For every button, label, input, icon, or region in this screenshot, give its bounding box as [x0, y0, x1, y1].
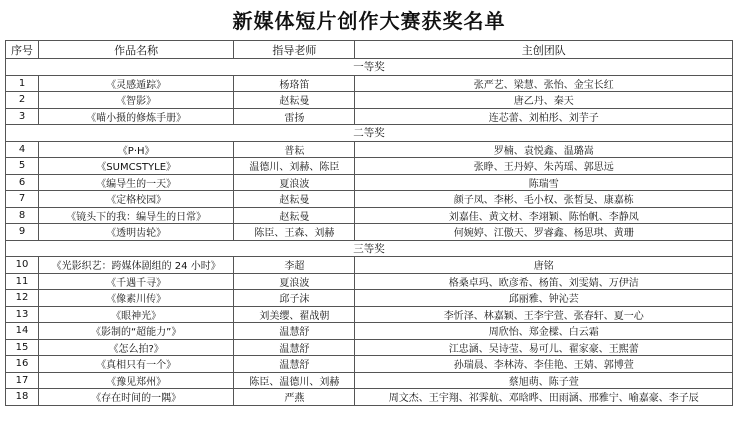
table-row	[6, 356, 733, 373]
cell-index: 15	[6, 339, 39, 356]
cell-index: 8	[6, 207, 39, 224]
cell-team: 李忻泽、林嘉颖、王李宇萱、张春轩、夏一心	[355, 306, 733, 323]
table-row	[6, 174, 733, 191]
table-row	[6, 257, 733, 274]
cell-work-title: 《灵感遁踪》	[39, 75, 234, 92]
table-row	[6, 389, 733, 406]
cell-instructor: 普耘	[234, 141, 355, 158]
header-team: 主创团队	[355, 41, 733, 59]
cell-team: 周文杰、王宇翔、祁霁航、邓晗晔、田雨涵、邢雅宁、喻嘉豪、李子辰	[355, 389, 733, 406]
cell-team: 唐铭	[355, 257, 733, 274]
cell-instructor: 赵耘曼	[234, 207, 355, 224]
cell-instructor: 刘美缨、翟战朝	[234, 306, 355, 323]
table-row	[6, 92, 733, 109]
table-row	[6, 339, 733, 356]
table-row	[6, 108, 733, 125]
award-table-body	[6, 59, 733, 406]
cell-team: 蔡旭萌、陈子萱	[355, 372, 733, 389]
cell-team: 颜子凤、李彬、毛小权、张皙旻、康嘉栋	[355, 191, 733, 208]
cell-work-title: 《智影》	[39, 92, 234, 109]
cell-index: 13	[6, 306, 39, 323]
cell-team: 刘嘉佳、黄文材、李翊颖、陈怡帆、李静凤	[355, 207, 733, 224]
section-row	[6, 125, 733, 142]
cell-index: 17	[6, 372, 39, 389]
cell-team: 张严艺、梁慧、张怡、金宝长红	[355, 75, 733, 92]
cell-team: 唐乙丹、秦天	[355, 92, 733, 109]
section-row	[6, 59, 733, 76]
section-row	[6, 240, 733, 257]
cell-instructor: 温慧舒	[234, 356, 355, 373]
cell-index: 5	[6, 158, 39, 175]
table-row	[6, 141, 733, 158]
cell-index: 10	[6, 257, 39, 274]
table-row	[6, 273, 733, 290]
cell-instructor: 温德川、刘赫、陈臣	[234, 158, 355, 175]
table-row	[6, 323, 733, 340]
cell-work-title: 《豫见郑州》	[39, 372, 234, 389]
cell-team: 连芯蕾、刘柏彤、刘芋子	[355, 108, 733, 125]
cell-index: 1	[6, 75, 39, 92]
cell-index: 11	[6, 273, 39, 290]
cell-index: 4	[6, 141, 39, 158]
cell-team: 邱丽雅、钟沁芸	[355, 290, 733, 307]
cell-index: 7	[6, 191, 39, 208]
cell-instructor: 赵耘曼	[234, 191, 355, 208]
cell-instructor: 邱子沫	[234, 290, 355, 307]
cell-index: 9	[6, 224, 39, 241]
cell-instructor: 严燕	[234, 389, 355, 406]
cell-index: 6	[6, 174, 39, 191]
cell-work-title: 《编导生的一天》	[39, 174, 234, 191]
award-table	[5, 40, 733, 406]
cell-instructor: 赵耘曼	[234, 92, 355, 109]
table-row	[6, 75, 733, 92]
cell-work-title: 《镜头下的我：编导生的日常》	[39, 207, 234, 224]
cell-work-title: 《透明齿轮》	[39, 224, 234, 241]
table-row	[6, 207, 733, 224]
cell-instructor: 陈臣、王森、刘赫	[234, 224, 355, 241]
cell-work-title: 《千遇千寻》	[39, 273, 234, 290]
cell-instructor: 李超	[234, 257, 355, 274]
cell-index: 3	[6, 108, 39, 125]
cell-instructor: 温慧舒	[234, 339, 355, 356]
cell-index: 16	[6, 356, 39, 373]
cell-team: 周欣怡、郑金樑、白云霜	[355, 323, 733, 340]
cell-index: 14	[6, 323, 39, 340]
table-row	[6, 191, 733, 208]
cell-work-title: 《SUMCSTYLE》	[39, 158, 234, 175]
cell-work-title: 《P·H》	[39, 141, 234, 158]
cell-team: 陈瑞雪	[355, 174, 733, 191]
cell-instructor: 夏浪波	[234, 174, 355, 191]
cell-team: 孙瑞晨、李林涛、李佳艳、王婧、郭博萱	[355, 356, 733, 373]
header-index: 序号	[6, 41, 39, 59]
sheet-title: 新媒体短片创作大赛获奖名单	[232, 9, 506, 33]
cell-instructor: 杨珞笛	[234, 75, 355, 92]
cell-work-title: 《怎么拍?》	[39, 339, 234, 356]
cell-index: 18	[6, 389, 39, 406]
cell-team: 罗楠、袁悦鑫、温璐嵩	[355, 141, 733, 158]
cell-work-title: 《眼神光》	[39, 306, 234, 323]
table-row	[6, 306, 733, 323]
cell-team: 张睁、王丹婷、朱芮瑶、郭思远	[355, 158, 733, 175]
header-instructor: 指导老师	[234, 41, 355, 59]
table-row	[6, 290, 733, 307]
cell-work-title: 《存在时间的一隅》	[39, 389, 234, 406]
section-label: 二等奖	[6, 125, 733, 142]
cell-index: 2	[6, 92, 39, 109]
cell-work-title: 《定格校园》	[39, 191, 234, 208]
header-row	[6, 41, 733, 59]
cell-work-title: 《真相只有一个》	[39, 356, 234, 373]
cell-team: 何婉婷、江傲天、罗睿鑫、杨思琪、黄珊	[355, 224, 733, 241]
cell-work-title: 《像素川传》	[39, 290, 234, 307]
cell-index: 12	[6, 290, 39, 307]
cell-team: 格桑卓玛、欧彦希、杨笛、刘雯婧、万伊洁	[355, 273, 733, 290]
cell-instructor: 陈臣、温德川、刘赫	[234, 372, 355, 389]
cell-instructor: 夏浪波	[234, 273, 355, 290]
cell-work-title: 《喵小摄的修炼手册》	[39, 108, 234, 125]
cell-instructor: 温慧舒	[234, 323, 355, 340]
section-label: 三等奖	[6, 240, 733, 257]
cell-instructor: 雷扬	[234, 108, 355, 125]
header-work-title: 作品名称	[39, 41, 234, 59]
table-row	[6, 158, 733, 175]
cell-work-title: 《影制的“超能力”》	[39, 323, 234, 340]
cell-work-title: 《光影织艺：跨媒体剧组的 24 小时》	[39, 257, 234, 274]
cell-team: 江忠涵、吴诗莹、易可儿、翟家豪、王熙蕾	[355, 339, 733, 356]
table-row	[6, 372, 733, 389]
section-label: 一等奖	[6, 59, 733, 76]
table-row	[6, 224, 733, 241]
